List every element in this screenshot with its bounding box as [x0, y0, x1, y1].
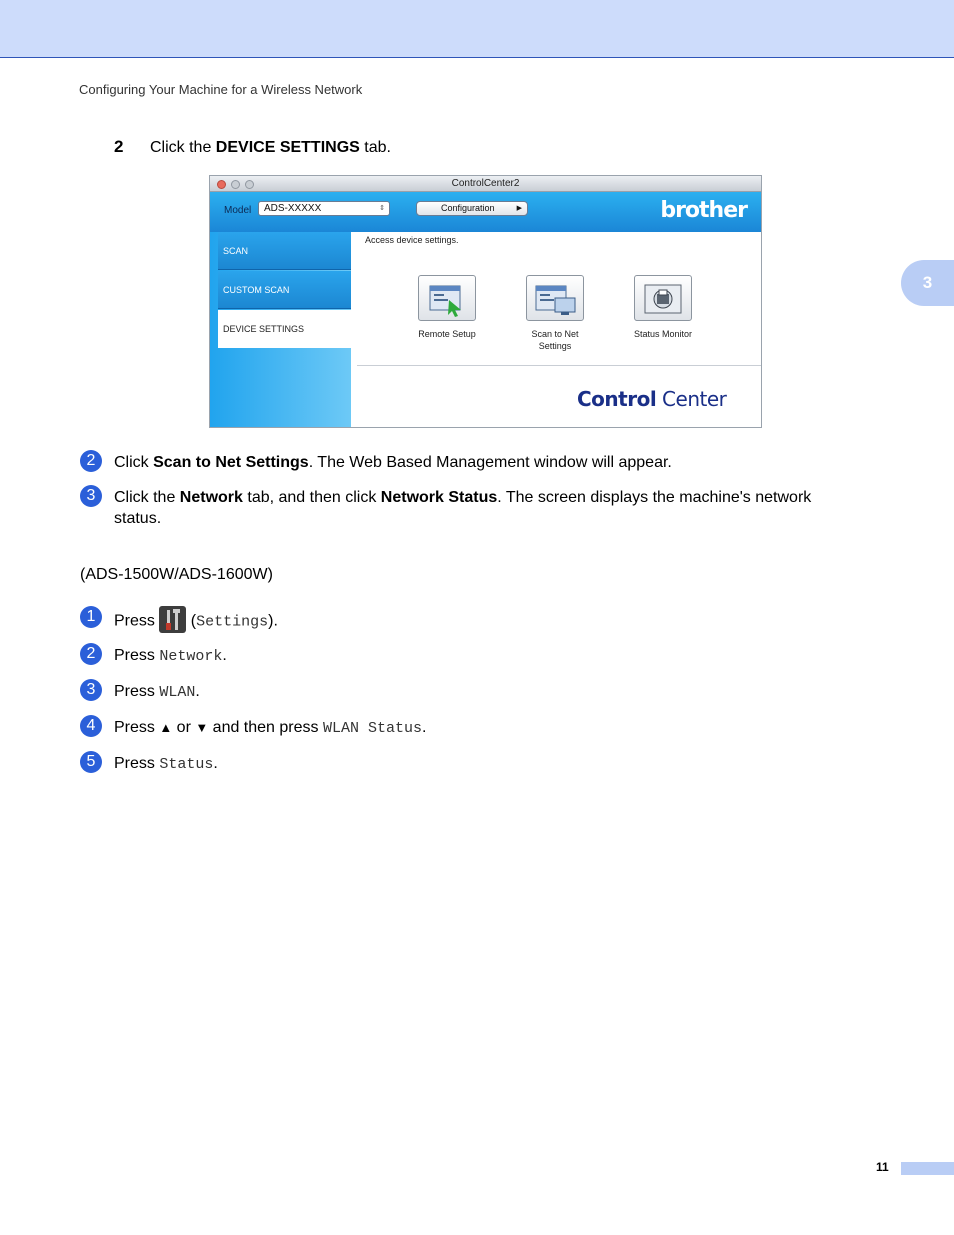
substep-or: or: [172, 719, 196, 736]
icon-label-line: Remote Setup: [418, 329, 476, 339]
step-text-pre: Click: [114, 454, 154, 471]
step-text-mid: tab, and then click: [242, 489, 381, 506]
step-text-pre: Click the: [150, 139, 216, 156]
substep-pre: Press: [114, 683, 160, 700]
page-number: 11: [876, 1160, 889, 1174]
configuration-button[interactable]: [416, 201, 528, 216]
scan-to-net-settings-label: [500, 328, 610, 352]
step-text-bold: Scan to Net Settings: [153, 454, 309, 471]
step-text-post: . The screen displays the machine's network: [497, 489, 812, 506]
substep-text: [114, 753, 218, 775]
substep-text: [114, 681, 200, 703]
step-text-bold: Network Status: [380, 489, 498, 506]
running-title: Configuring Your Machine for a Wireless Network: [79, 82, 363, 97]
substep-post: .: [222, 647, 227, 664]
step-text: [114, 452, 672, 473]
status-monitor-icon: [635, 276, 693, 322]
substep-code: Status: [159, 756, 214, 773]
step-text-line: status.: [114, 510, 162, 527]
window-titlebar: [210, 176, 761, 192]
window-title: ControlCenter2: [451, 178, 520, 189]
step-circle-number: 5: [80, 751, 102, 773]
window-toolbar: [210, 192, 761, 232]
substep-post: ).: [268, 612, 278, 630]
substep-text: [114, 645, 227, 667]
step-text-bold: DEVICE SETTINGS: [215, 139, 360, 156]
substep-code: Network: [159, 648, 223, 665]
step-text-line: [114, 487, 884, 508]
step-text-pre: Click the: [114, 489, 180, 506]
step-circle-number: 4: [80, 715, 102, 737]
step-text: [150, 137, 391, 158]
step-circle-number: 2: [80, 643, 102, 665]
step-text-post: tab.: [359, 139, 391, 156]
step-circle-number: 3: [80, 679, 102, 701]
status-monitor-button[interactable]: [634, 275, 692, 321]
model-value: ADS-XXXXX: [264, 203, 322, 214]
substep-post: .: [422, 719, 427, 736]
substep-pre: Press: [114, 755, 160, 772]
footer-bar: [901, 1162, 954, 1175]
substep-post: .: [195, 683, 200, 700]
scan-to-net-settings-icon: [527, 276, 585, 322]
section-heading: Access device settings.: [365, 235, 459, 245]
wrench-screwdriver-icon: [159, 606, 186, 633]
configuration-label: Configuration: [441, 203, 495, 213]
status-monitor-label: [608, 328, 718, 340]
substep-mid: and then press: [208, 719, 323, 736]
triangle-right-icon: ▶: [516, 205, 522, 212]
substep-text: [114, 717, 426, 739]
step-circle-number: 3: [80, 485, 102, 507]
remote-setup-icon: [419, 276, 477, 322]
step-text: [114, 487, 884, 529]
remote-setup-label: [392, 328, 502, 340]
model-select[interactable]: [258, 201, 390, 216]
model-label: Model: [224, 205, 252, 216]
logo-bold-text: Control: [577, 387, 657, 411]
divider: [357, 365, 762, 366]
logo-light-text: Center: [662, 387, 727, 411]
substep-pre: Press: [114, 647, 160, 664]
substep-code: WLAN: [159, 684, 196, 701]
remote-setup-button[interactable]: [418, 275, 476, 321]
step-number: 2: [114, 137, 124, 156]
controlcenter-window: [209, 175, 762, 428]
substep-pre: Press: [114, 612, 160, 630]
step-circle-number: 2: [80, 450, 102, 472]
window-sidebar: [210, 232, 351, 428]
step-text-post: . The Web Based Management window will appear.: [308, 454, 672, 471]
step-text-bold: Network: [179, 489, 243, 506]
header-band: [0, 0, 954, 58]
step-circle-number: 1: [80, 606, 102, 628]
brother-logo: brother: [660, 198, 747, 223]
settings-tools-icon: [159, 606, 186, 633]
tab-custom-scan[interactable]: CUSTOM SCAN: [218, 271, 351, 309]
select-arrows-icon: ⇕: [379, 205, 385, 212]
window-main: [353, 232, 762, 428]
scan-to-net-settings-button[interactable]: [526, 275, 584, 321]
substep-text: [114, 608, 278, 635]
icon-label-line: Scan to Net: [531, 329, 579, 339]
substep-paren: (: [186, 612, 197, 630]
up-arrow-icon: ▲: [159, 720, 173, 735]
chapter-tab: 3: [901, 260, 954, 306]
substep-code: Settings: [196, 613, 269, 631]
substep-post: .: [213, 755, 218, 772]
tab-device-settings[interactable]: DEVICE SETTINGS: [218, 310, 351, 348]
down-arrow-icon: ▼: [195, 720, 209, 735]
icon-label-line: Settings: [538, 341, 572, 351]
icon-label-line: Status Monitor: [633, 329, 693, 339]
controlcenter-logo: [577, 387, 726, 411]
model-note: (ADS-1500W/ADS-1600W): [80, 566, 273, 583]
substep-pre: Press: [114, 719, 160, 736]
substep-code: WLAN Status: [322, 720, 422, 737]
tab-scan[interactable]: SCAN: [218, 232, 351, 270]
